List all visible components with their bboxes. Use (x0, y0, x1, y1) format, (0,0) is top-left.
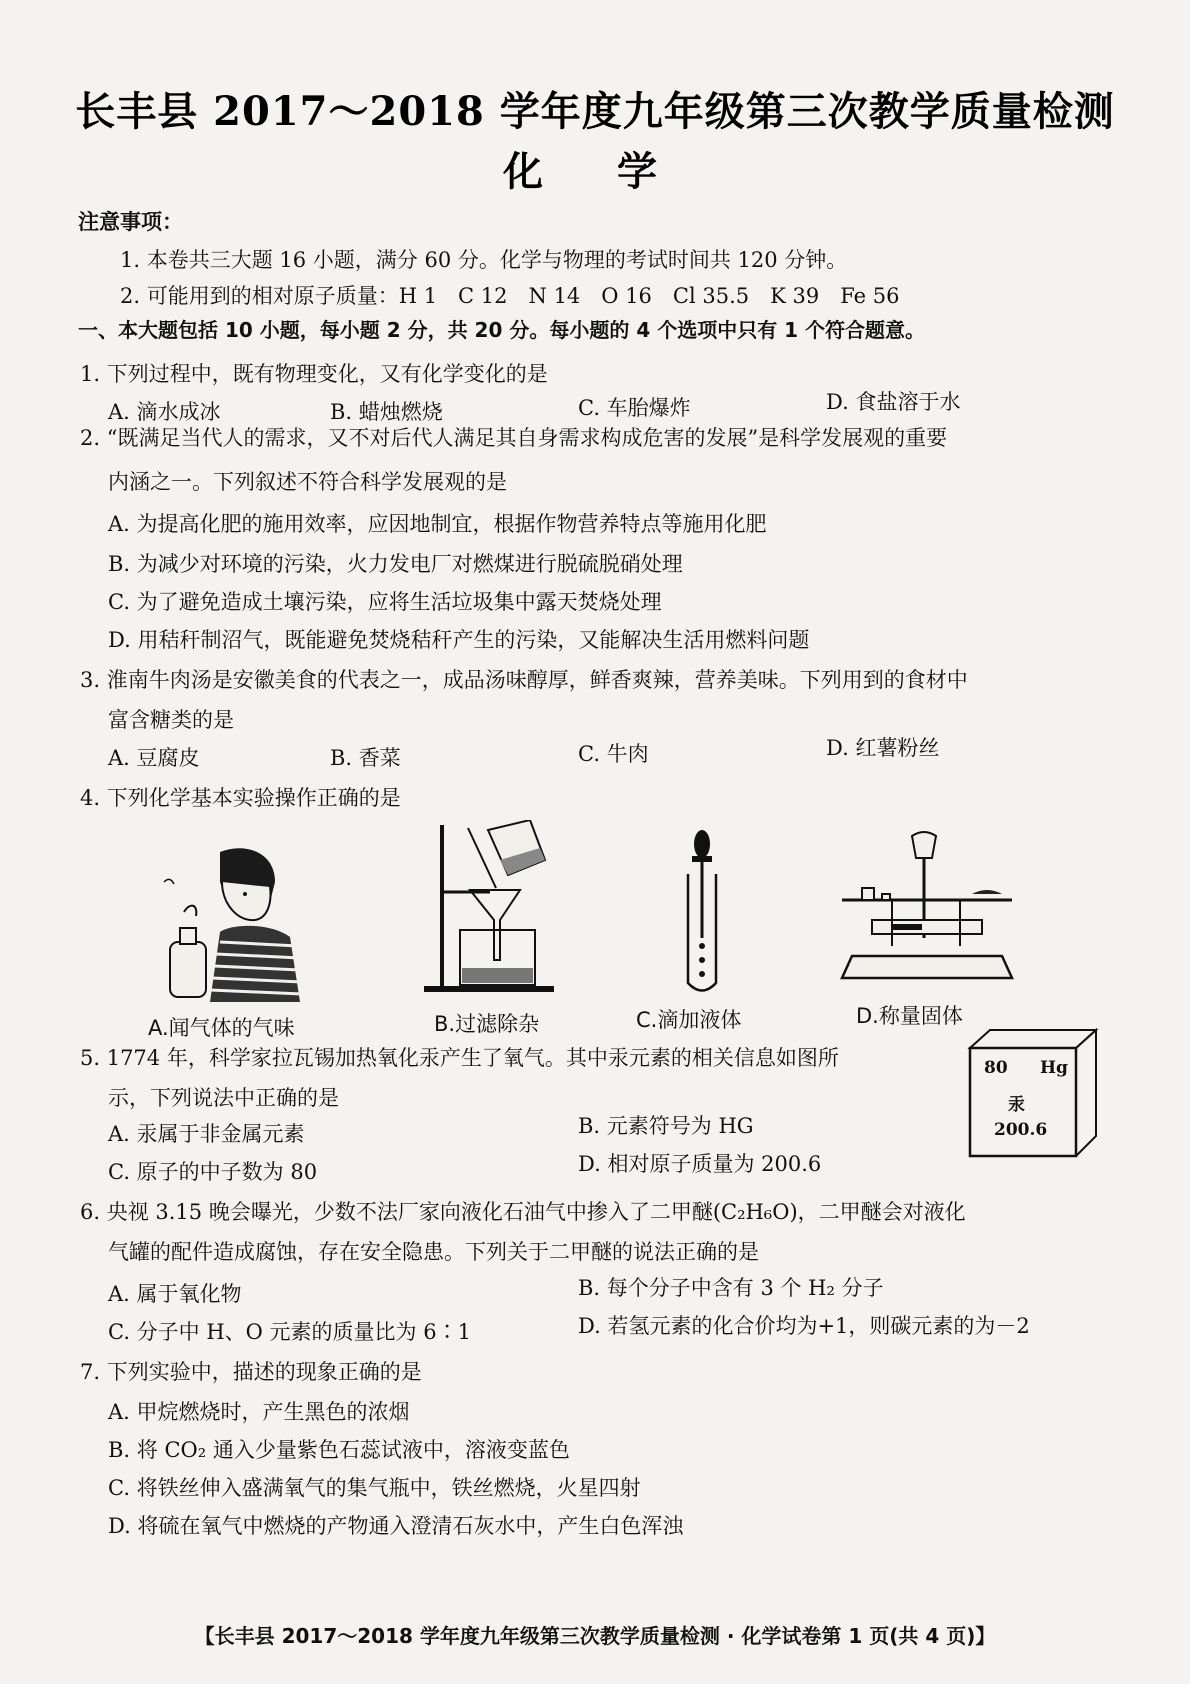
question-3-option-b: B. 香菜 (330, 746, 401, 770)
question-7-option-a: A. 甲烷燃烧时，产生黑色的浓烟 (108, 1400, 410, 1424)
question-2-option-b: B. 为减少对环境的污染，火力发电厂对燃煤进行脱硫脱硝处理 (108, 552, 683, 576)
question-6-stem-line-1: 6. 央视 3.15 晚会曝光，少数不法厂家向液化石油气中掺入了二甲醚(C₂H₆O)，二甲醚会对液化 (80, 1200, 966, 1224)
question-2-stem-line-2: 内涵之一。下列叙述不符合科学发展观的是 (108, 470, 507, 494)
notice-item-2: 2. 可能用到的相对原子质量：H 1 C 12 N 14 O 16 Cl 35.5 K 39 Fe 56 (120, 284, 900, 308)
question-6-option-a: A. 属于氧化物 (108, 1282, 242, 1306)
question-3-stem-line-2: 富含糖类的是 (108, 708, 234, 732)
question-7-option-d: D. 将硫在氧气中燃烧的产物通入澄清石灰水中，产生白色浑浊 (108, 1514, 684, 1538)
element-card-frame (964, 1026, 1104, 1162)
question-1-option-c: C. 车胎爆炸 (578, 396, 691, 420)
element-atomic-number: 80 (984, 1058, 1008, 1078)
element-mass: 200.6 (994, 1120, 1048, 1140)
figure-a-caption: A.闻气体的气味 (148, 1016, 295, 1040)
question-5-option-d: D. 相对原子质量为 200.6 (578, 1152, 822, 1176)
figure-smell-gas (150, 842, 310, 1002)
figure-c-caption: C.滴加液体 (636, 1008, 742, 1032)
page-footer: 【长丰县 2017～2018 学年度九年级第三次教学质量检测 · 化学试卷第 1 页(共 4 页)】 (194, 1624, 996, 1648)
element-name: 汞 (1008, 1095, 1025, 1115)
question-5-option-c: C. 原子的中子数为 80 (108, 1160, 318, 1184)
question-5-option-b: B. 元素符号为 HG (578, 1114, 754, 1138)
question-1-option-d: D. 食盐溶于水 (826, 390, 961, 414)
question-5-option-a: A. 汞属于非金属元素 (108, 1122, 305, 1146)
notice-item-1: 1. 本卷共三大题 16 小题，满分 60 分。化学与物理的考试时间共 120 分钟。 (120, 248, 848, 272)
figure-dropping-liquid (678, 828, 728, 998)
element-symbol: Hg (1040, 1058, 1068, 1078)
question-3-option-c: C. 牛肉 (578, 742, 649, 766)
question-6-option-c: C. 分子中 H、O 元素的质量比为 6∶1 (108, 1320, 471, 1344)
figure-d-caption: D.称量固体 (856, 1004, 963, 1028)
figure-filtration (420, 820, 560, 995)
question-6-option-b: B. 每个分子中含有 3 个 H₂ 分子 (578, 1276, 884, 1300)
question-4-stem: 4. 下列化学基本实验操作正确的是 (80, 786, 401, 810)
question-6-stem-line-2: 气罐的配件造成腐蚀，存在安全隐患。下列关于二甲醚的说法正确的是 (108, 1240, 759, 1264)
figure-b-caption: B.过滤除杂 (434, 1012, 540, 1036)
question-1-option-a: A. 滴水成冰 (108, 400, 221, 424)
question-2-option-d: D. 用秸秆制沼气，既能避免焚烧秸秆产生的污染，又能解决生活用燃料问题 (108, 628, 810, 652)
question-3-option-a: A. 豆腐皮 (108, 746, 200, 770)
section-heading: 一、本大题包括 10 小题，每小题 2 分，共 20 分。每小题的 4 个选项中只有 1 个符合题意。 (78, 318, 926, 342)
notice-heading: 注意事项： (78, 210, 183, 234)
question-6-option-d: D. 若氢元素的化合价均为+1，则碳元素的为－2 (578, 1314, 1030, 1338)
question-2-option-c: C. 为了避免造成土壤污染，应将生活垃圾集中露天焚烧处理 (108, 590, 662, 614)
question-5-stem-line-2: 示，下列说法中正确的是 (108, 1086, 339, 1110)
question-7-stem: 7. 下列实验中，描述的现象正确的是 (80, 1360, 422, 1384)
question-3-option-d: D. 红薯粉丝 (826, 736, 940, 760)
exam-title: 长丰县 2017～2018 学年度九年级第三次教学质量检测 (75, 88, 1115, 135)
question-7-option-b: B. 将 CO₂ 通入少量紫色石蕊试液中，溶液变蓝色 (108, 1438, 570, 1462)
question-2-stem-line-1: 2. “既满足当代人的需求，又不对后代人满足其自身需求构成危害的发展”是科学发展观的重要 (80, 426, 948, 450)
question-7-option-c: C. 将铁丝伸入盛满氧气的集气瓶中，铁丝燃烧，火星四射 (108, 1476, 641, 1500)
question-1-option-b: B. 蜡烛燃烧 (330, 400, 443, 424)
question-2-option-a: A. 为提高化肥的施用效率，应因地制宜，根据作物营养特点等施用化肥 (108, 512, 767, 536)
subject-title: 化 学 (503, 148, 687, 195)
question-3-stem-line-1: 3. 淮南牛肉汤是安徽美食的代表之一，成品汤味醇厚，鲜香爽辣，营养美味。下列用到的食材中 (80, 668, 968, 692)
question-5-stem-line-1: 5. 1774 年，科学家拉瓦锡加热氧化汞产生了氧气。其中汞元素的相关信息如图所 (80, 1046, 839, 1070)
figure-balance (832, 828, 1022, 988)
question-1-stem: 1. 下列过程中，既有物理变化，又有化学变化的是 (80, 362, 548, 386)
